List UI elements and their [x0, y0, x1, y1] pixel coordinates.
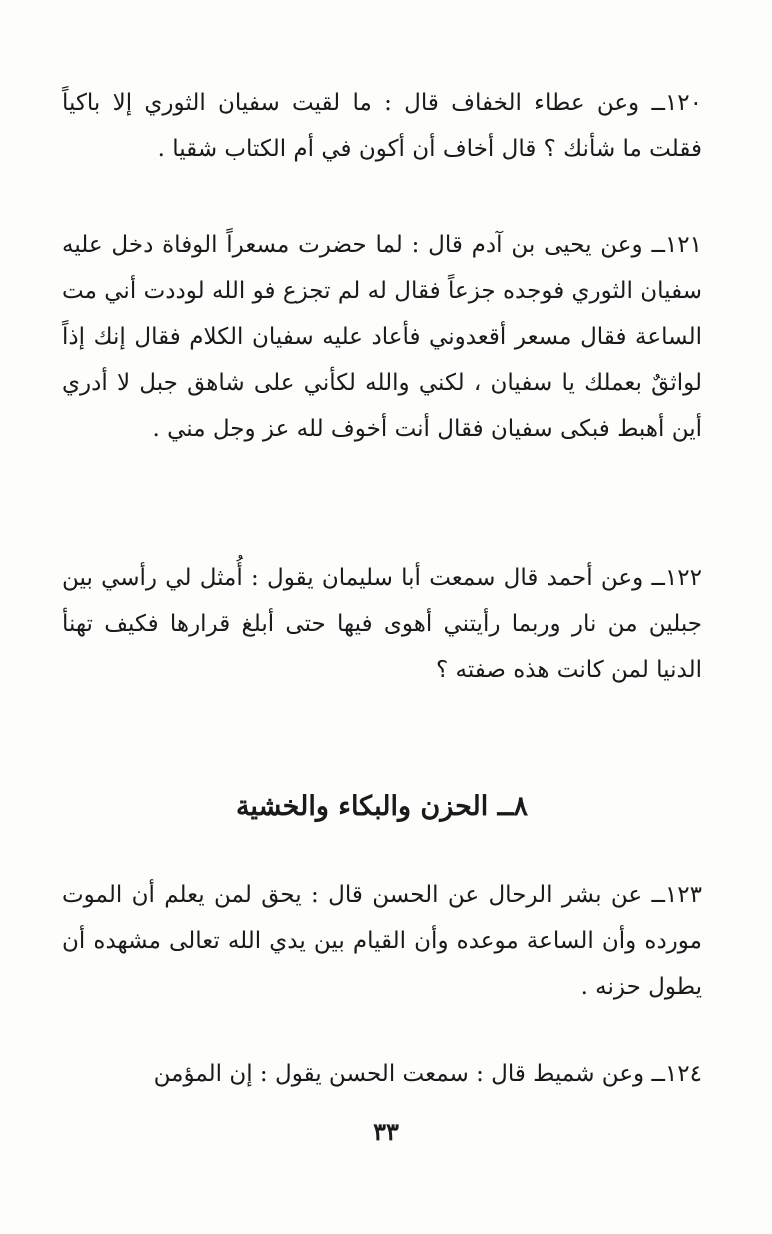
- section-heading: ٨ــ الحزن والبكاء والخشية: [235, 791, 529, 822]
- paragraph-124: ١٢٤ــ وعن شميط قال : سمعت الحسن يقول : إن المؤمن: [153, 1061, 702, 1087]
- paragraph-123: ١٢٣ــ عن بشر الرحال عن الحسن قال : يحق لمن يعلم أن الموت مورده وأن الساعة موعده وأن القيام بين يدي الله تعالى مشهده أن يطول حزنه .: [62, 882, 702, 1000]
- page-number: ٣٣: [373, 1117, 399, 1146]
- paragraph-120: ١٢٠ــ وعن عطاء الخفاف قال : ما لقيت سفيان الثوري إلا باكياً فقلت ما شأنك ؟ قال أخاف أن أكون في أم الكتاب شقيا .: [62, 90, 702, 162]
- paragraph-122: ١٢٢ــ وعن أحمد قال سمعت أبا سليمان يقول : أُمثل لي رأسي بين جبلين من نار وربما رأيتني أهوى فيها حتى أبلغ قرارها فكيف تهنأ الدنيا لمن كانت هذه صفته ؟: [62, 565, 702, 683]
- paragraph-121: ١٢١ــ وعن يحيى بن آدم قال : لما حضرت مسعراً الوفاة دخل عليه سفيان الثوري فوجده جزعاً فقال له لم تجزع فو الله لوددت أني مت الساعة فقال مسعر أقعدوني فأعاد عليه سفيان الكلام فقال إنك إذاً لواثقٌ بعملك يا سفيان ، لكني والله لكأني على شاهق جبل لا أدري أين أهبط فبكى سفيان فقال أنت أخوف لله عز وجل مني .: [62, 232, 702, 442]
